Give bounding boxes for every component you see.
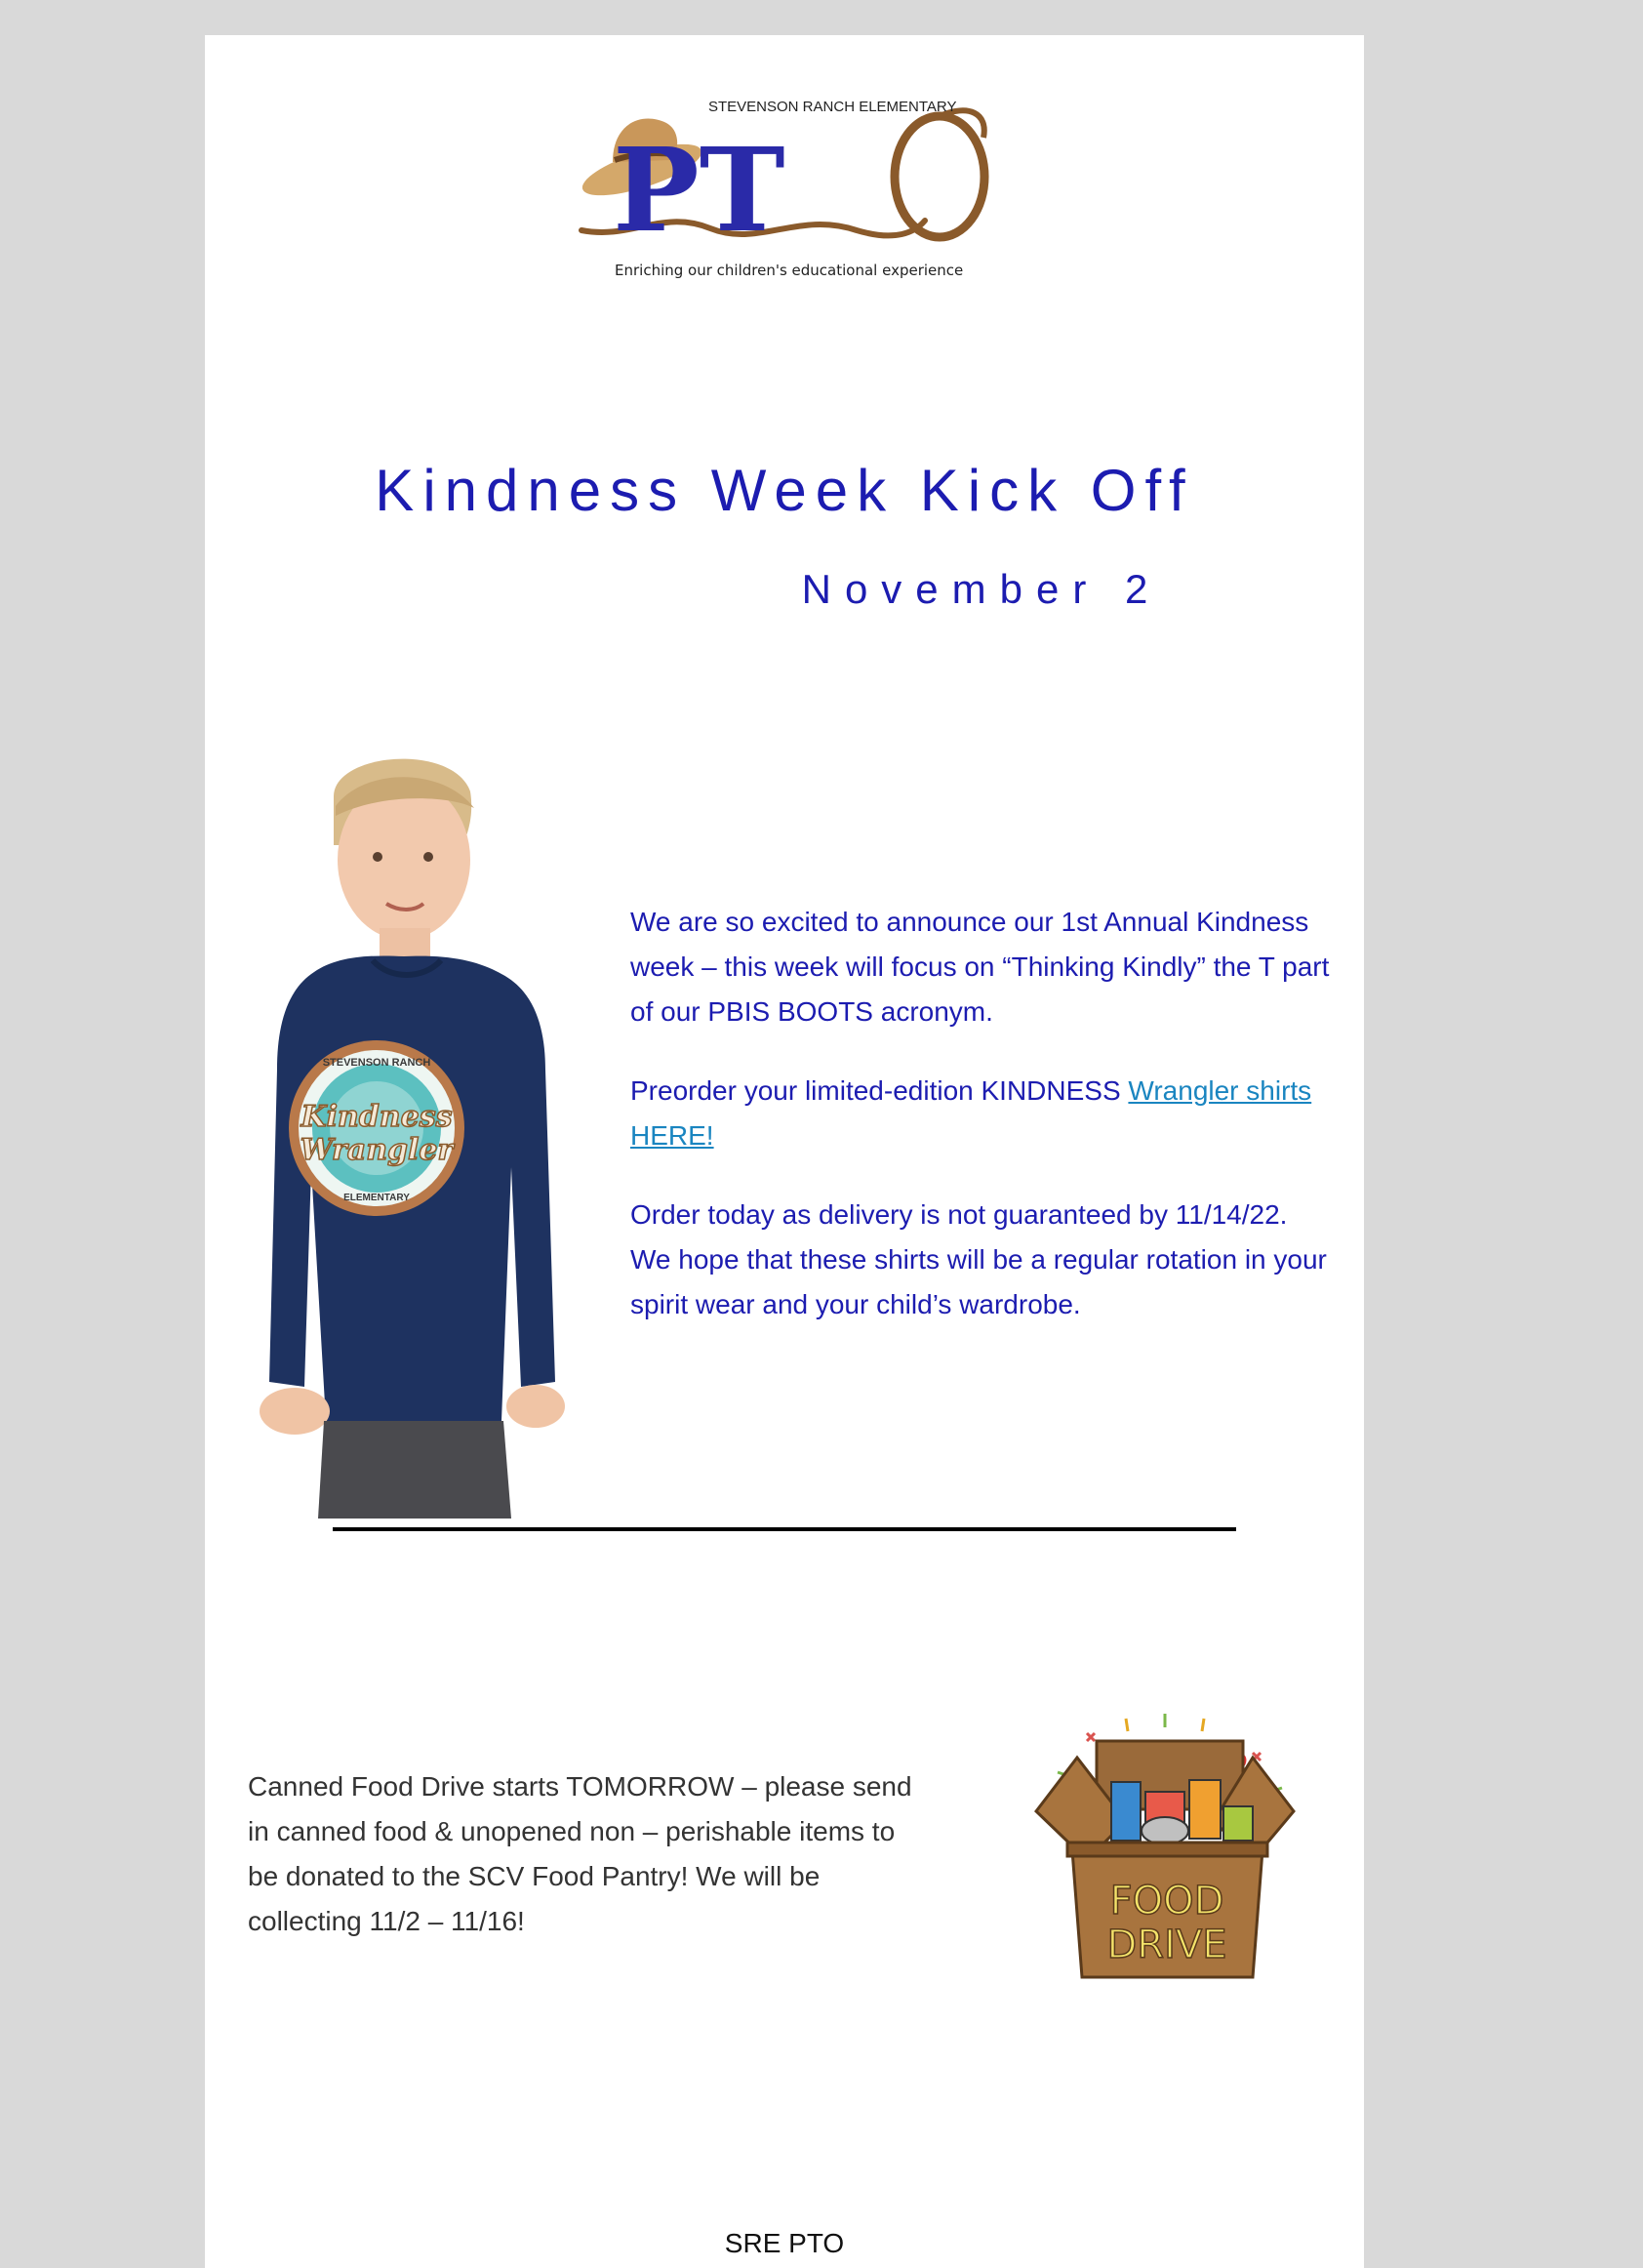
wrangler-shirts-link[interactable]: Wrangler shirts HERE!	[630, 1075, 1312, 1151]
newsletter-card	[205, 35, 1364, 2268]
food-drive-image	[1019, 1714, 1311, 1987]
announcement-paragraph-2	[630, 1069, 1333, 1158]
badge-top-text: STEVENSON RANCH	[322, 1057, 431, 1069]
announcement-paragraph-3: Order today as delivery is not guaranteed by 11/14/22. We hope that these shirts will be a regular rotation in your spirit wear and your child’s wardrobe.	[630, 1199, 1327, 1319]
logo-tagline: Enriching our children's educational experience	[615, 262, 964, 279]
headline-date: November 2	[801, 566, 1162, 612]
food-drive-text: Canned Food Drive starts TOMORROW – please send in canned food & unopened non – perishable items to be donated to the SCV Food Pantry! We will be collecting 11/2 – 11/16!	[248, 1771, 912, 1936]
footer-signature: SRE PTO	[724, 2228, 845, 2258]
announcement-paragraph-1: We are so excited to announce our 1st Annual Kindness week – this week will focus on “Thinking Kindly” the T part of our PBIS BOOTS acronym.	[630, 907, 1330, 1027]
badge-line-1: Kindness	[301, 1100, 453, 1134]
boy-in-shirt-image	[219, 738, 599, 1519]
section-divider	[333, 1527, 1236, 1531]
svg-text:PT: PT	[613, 122, 785, 258]
preorder-prefix: Preorder your limited-edition KINDNESS	[630, 1075, 1129, 1106]
badge-bottom-text: ELEMENTARY	[343, 1193, 410, 1203]
badge-line-2: Wrangler	[300, 1133, 454, 1167]
pto-logo	[574, 84, 1007, 318]
logo-subtitle: STEVENSON RANCH ELEMENTARY	[708, 99, 957, 115]
food-box-line-2: DRIVE	[1106, 1923, 1227, 1967]
headline-title: Kindness Week Kick Off	[375, 458, 1194, 523]
announcement-text	[630, 900, 1333, 1361]
food-box-line-1: FOOD	[1109, 1879, 1224, 1924]
